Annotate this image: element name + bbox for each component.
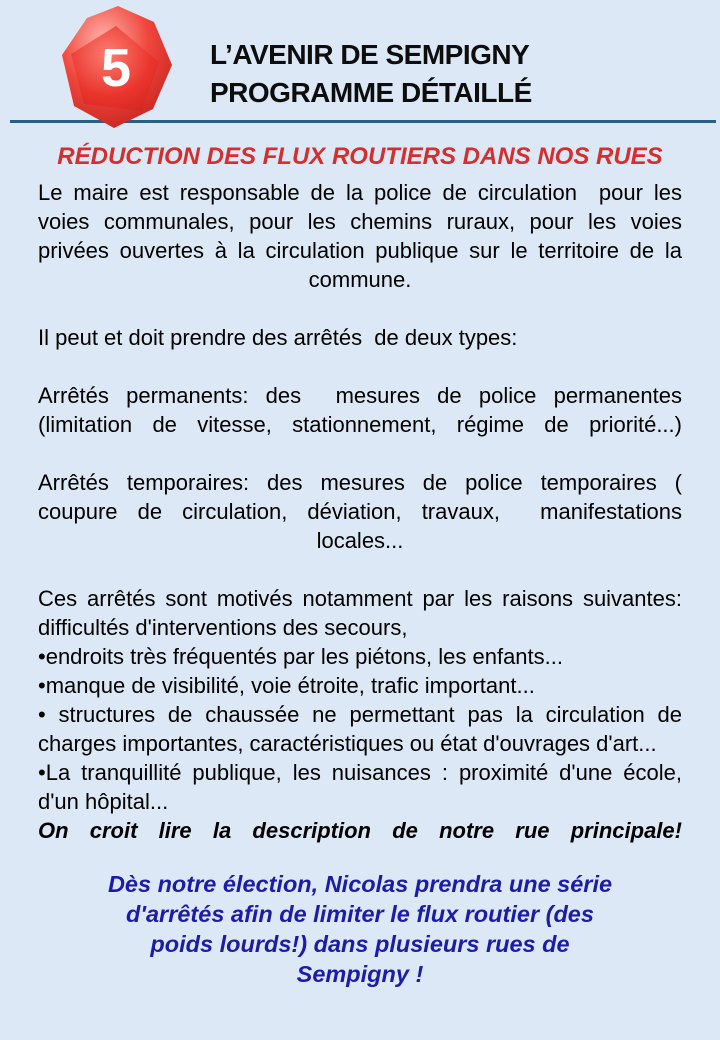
page-title	[210, 36, 532, 112]
section-heading: RÉDUCTION DES FLUX ROUTIERS DANS NOS RUES	[57, 143, 663, 170]
paragraph-permanent-orders: Arrêtés permanents: des mesures de police permanentes (limitation de vitesse, stationnement, régime de priorité...)	[38, 383, 689, 437]
body-text	[38, 178, 689, 845]
paragraph-temporary-orders: Arrêtés temporaires: des mesures de police temporaires ( coupure de circulation, déviation, travaux, manifestations locales...	[38, 470, 689, 553]
title-line-1: L’AVENIR DE SEMPIGNY	[210, 39, 530, 70]
number-badge	[58, 5, 178, 129]
paragraph-two-types: Il peut et doit prendre des arrêtés de deux types:	[38, 325, 518, 350]
page-header	[0, 0, 720, 124]
emphasis-line: On croit lire la description de notre rue principale!	[38, 818, 682, 843]
red-gem-icon	[58, 5, 178, 129]
bullet-item-visibility: •manque de visibilité, voie étroite, trafic important...	[38, 673, 535, 698]
badge-number: 5	[100, 38, 132, 98]
page-content	[0, 142, 720, 989]
bullet-item-road-structures: • structures de chaussée ne permettant pas la circulation de charges importantes, caractéristiques ou état d'ouvrages d'art...	[38, 702, 689, 756]
paragraph-mayor-responsibility: Le maire est responsable de la police de circulation pour les voies communales, pour les chemins ruraux, pour les voies privées ouvertes à la circulation publique sur le territoire de la commune.	[38, 180, 689, 292]
paragraph-reasons-intro: Ces arrêtés sont motivés notamment par les raisons suivantes: difficultés d'interventions des secours,	[38, 586, 689, 640]
title-line-2: PROGRAMME DÉTAILLÉ	[210, 77, 532, 108]
footer-callout: Dès notre élection, Nicolas prendra une série d'arrêtés afin de limiter le flux routier (des poids lourds!) dans plusieurs rues de Sempigny !	[107, 871, 613, 987]
bullet-item-pedestrians: •endroits très fréquentés par les piétons, les enfants...	[38, 644, 563, 669]
bullet-item-public-peace: •La tranquillité publique, les nuisances : proximité d'une école, d'un hôpital...	[38, 760, 689, 814]
